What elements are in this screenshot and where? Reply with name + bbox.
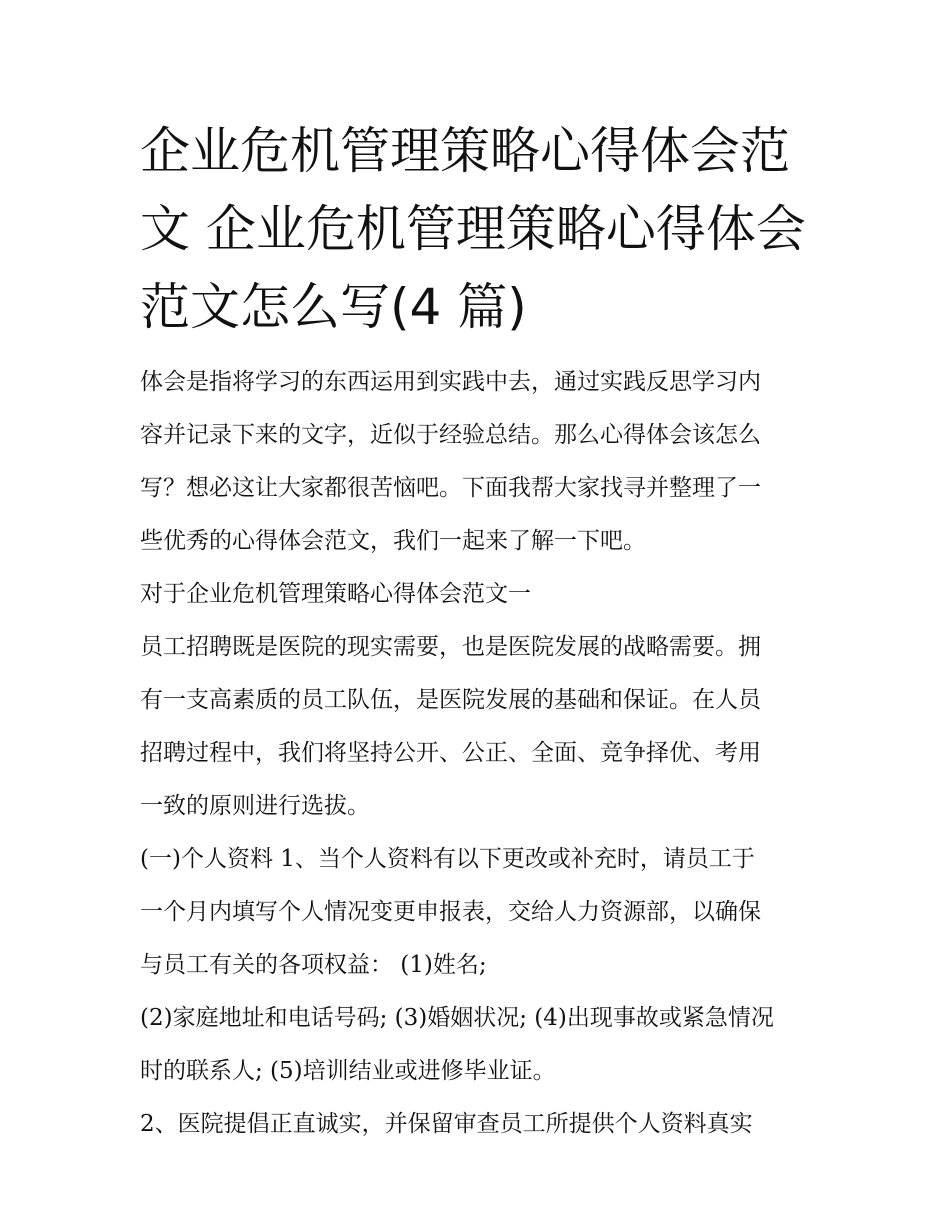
- body-line: 招聘过程中，我们将坚持公开、公正、全面、竞争择优、考用: [140, 740, 761, 766]
- title-line: 范文怎么写(4 篇): [140, 278, 527, 336]
- body-line: 与员工有关的各项权益： (1)姓名;: [140, 952, 487, 978]
- body-line: 员工招聘既是医院的现实需要，也是医院发展的战略需要。拥: [140, 634, 761, 660]
- body-line: 容并记录下来的文字，近似于经验总结。那么心得体会该怎么: [140, 422, 761, 448]
- body-line: 一个月内填写个人情况变更申报表，交给人力资源部，以确保: [140, 899, 761, 925]
- title-line: 企业危机管理策略心得体会范: [140, 122, 790, 180]
- body-line: 2、医院提倡正直诚实，并保留审查员工所提供个人资料真实: [140, 1111, 753, 1137]
- body-line: (2)家庭地址和电话号码; (3)婚姻状况; (4)出现事故或紧急情况: [140, 1005, 774, 1031]
- body-line: 些优秀的心得体会范文，我们一起来了解一下吧。: [140, 528, 646, 554]
- document-body: [140, 356, 820, 1151]
- body-line: (一)个人资料 1、当个人资料有以下更改或补充时，请员工于: [140, 846, 755, 872]
- document-title: [140, 112, 820, 346]
- body-line: 体会是指将学习的东西运用到实践中去，通过实践反思学习内: [140, 369, 761, 395]
- body-line: 有一支高素质的员工队伍，是医院发展的基础和保证。在人员: [140, 687, 761, 713]
- body-line: 写？想必这让大家都很苦恼吧。下面我帮大家找寻并整理了一: [140, 475, 761, 501]
- section-heading: 对于企业危机管理策略心得体会范文一: [140, 581, 531, 607]
- body-line: 一致的原则进行选拔。: [140, 793, 370, 819]
- body-line: 时的联系人; (5)培训结业或进修毕业证。: [140, 1058, 556, 1084]
- title-line: 文 企业危机管理策略心得体会: [140, 200, 806, 258]
